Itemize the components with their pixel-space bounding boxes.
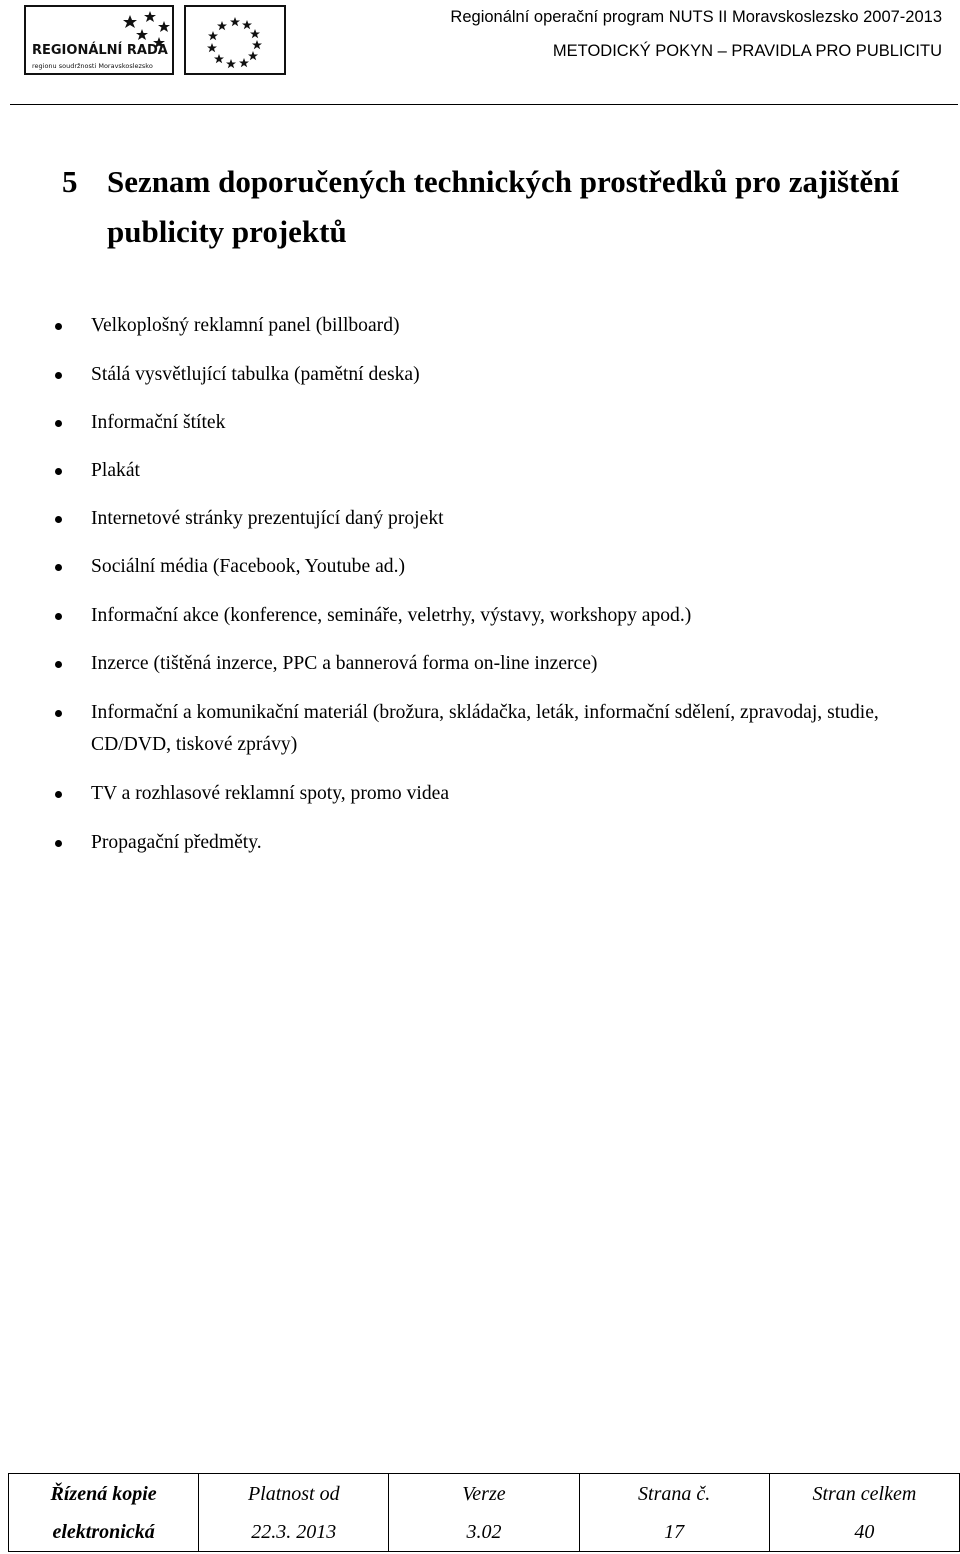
total-value: 40 — [854, 1520, 875, 1543]
header-guideline: METODICKÝ POKYN – PRAVIDLA PRO PUBLICITU — [552, 42, 942, 60]
version-label: Verze — [462, 1482, 506, 1505]
version-cell — [389, 1474, 579, 1552]
bullet-icon — [55, 420, 62, 427]
version-value: 3.02 — [466, 1520, 502, 1543]
bullet-icon — [55, 613, 62, 620]
bullet-icon — [55, 516, 62, 523]
regionalni-rada-logo — [24, 5, 174, 75]
header-program: Regionální operační program NUTS II Moravskoslezsko 2007-2013 — [450, 8, 942, 26]
valid-label: Platnost od — [247, 1482, 340, 1505]
valid-cell — [199, 1474, 389, 1552]
list-item-text: Informační štítek — [91, 412, 226, 433]
document-footer-table — [8, 1473, 960, 1552]
bullet-icon — [55, 468, 62, 475]
page-label: Strana č. — [638, 1482, 711, 1505]
valid-value: 22.3. 2013 — [251, 1520, 337, 1543]
total-label: Stran celkem — [812, 1482, 917, 1505]
list-item-text: Propagační předměty. — [91, 832, 262, 853]
section-title: Seznam doporučených technických prostředků pro zajištění publicity projektů — [107, 164, 899, 249]
page-cell — [579, 1474, 769, 1552]
bullet-icon — [55, 710, 62, 717]
list-item-text: Inzerce (tištěná inzerce, PPC a bannerová forma on-line inzerce) — [91, 653, 598, 674]
list-item-text: Internetové stránky prezentující daný projekt — [91, 508, 444, 529]
list-item-text: Plakát — [91, 460, 140, 481]
copy-value: elektronická — [52, 1520, 155, 1543]
bullet-icon — [55, 323, 62, 330]
eu-stars-icon — [186, 7, 284, 73]
section-number: 5 — [62, 164, 78, 199]
copy-label: Řízená kopie — [50, 1482, 157, 1505]
bullet-icon — [55, 372, 62, 379]
document-header — [450, 0, 942, 68]
header-divider — [10, 104, 958, 105]
eu-flag-logo — [184, 5, 286, 75]
list-item-text: Sociální média (Facebook, Youtube ad.) — [91, 556, 405, 577]
bullet-icon — [55, 564, 62, 571]
list-item-text: Informační akce (konference, semináře, veletrhy, výstavy, workshopy apod.) — [91, 605, 692, 626]
logo-title: REGIONÁLNÍ RADA — [32, 43, 168, 58]
bullet-icon — [55, 661, 62, 668]
copy-cell — [9, 1474, 199, 1552]
list-item-text: Stálá vysvětlující tabulka (pamětní deska) — [91, 364, 420, 385]
logo-subtitle: regionu soudržnosti Moravskoslezsko — [32, 62, 153, 70]
total-cell — [769, 1474, 959, 1552]
bullet-icon — [55, 840, 62, 847]
bullet-icon — [55, 791, 62, 798]
list-item-text: Informační a komunikační materiál (brožura, skládačka, leták, informační sdělení, zpravodaj, studie, CD/DVD, tiskové zprávy) — [91, 702, 879, 755]
list-item-text: TV a rozhlasové reklamní spoty, promo videa — [91, 783, 450, 804]
list-item-text: Velkoplošný reklamní panel (billboard) — [91, 315, 400, 336]
page-value: 17 — [664, 1520, 685, 1543]
